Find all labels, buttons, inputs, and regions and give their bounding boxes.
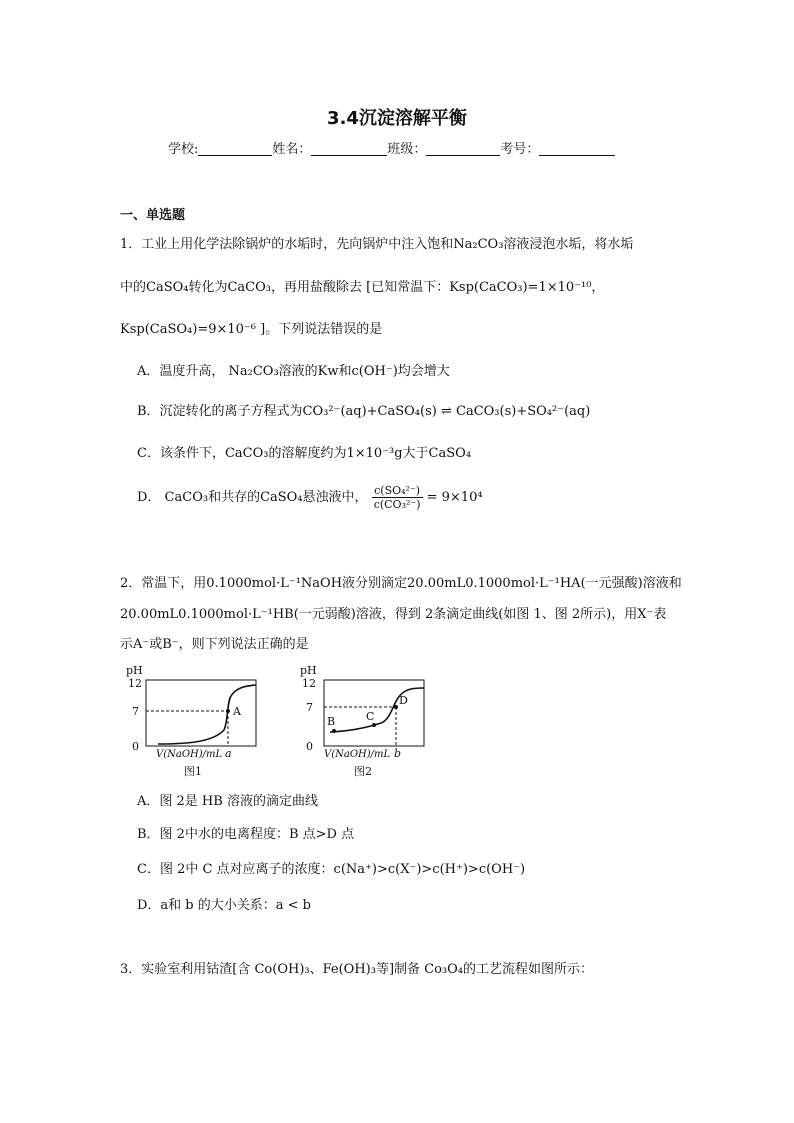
fig2-point-b-label: B [327, 715, 336, 728]
q1-d-fraction [372, 484, 423, 511]
figure-2-titration-curve [296, 660, 436, 782]
section-heading: 一、单选题 [120, 208, 186, 223]
page-title: 3.4沉淀溶解平衡 [327, 108, 467, 129]
fig1-xlabel: V(NaOH)/mL [156, 749, 223, 760]
fig2-y0: 0 [306, 740, 313, 753]
fig2-xmark: b [394, 747, 402, 760]
fig2-point-c-label: C [366, 710, 375, 723]
q2-option-d[interactable]: D．a和 b 的大小关系：a < b [137, 898, 311, 913]
fig2-xlabel: V(NaOH)/mL [324, 749, 391, 760]
fig1-curve [158, 685, 256, 744]
fig2-point-c-marker [372, 723, 376, 727]
fig1-y0: 0 [132, 740, 139, 753]
q1-option-b[interactable]: B．沉淀转化的离子方程式为CO₃²⁻(aq)+CaSO₄(s) ⇌ CaCO₃(s)+SO₄²⁻(aq) [137, 404, 591, 419]
fig1-caption: 图1 [184, 765, 202, 778]
q2-stem-line2: 20.00mL0.1000mol·L⁻¹HB(一元弱酸)溶液，得到 2条滴定曲线(如图 1、图 2所示)，用X⁻表 [120, 607, 667, 622]
name-label: 姓名： [272, 142, 312, 157]
fig2-point-d-label: D [399, 694, 408, 707]
school-blank[interactable] [198, 141, 272, 156]
q2-option-b[interactable]: B．图 2中水的电离程度：B 点>D 点 [137, 827, 355, 842]
q1-option-a[interactable]: A．温度升高， Na₂CO₃溶液的Kw和c(OH⁻)均会增大 [137, 364, 450, 379]
q2-option-a[interactable]: A．图 2是 HB 溶液的滴定曲线 [137, 794, 318, 809]
q1-d-denominator: c(CO₃²⁻) [373, 498, 421, 511]
fig1-y12: 12 [128, 677, 142, 690]
fig1-point-a-label: A [233, 705, 241, 718]
q1-d-numerator: c(SO₄²⁻) [372, 484, 423, 498]
fig2-curve [330, 688, 424, 732]
class-blank[interactable] [426, 141, 500, 156]
fig1-y7: 7 [132, 705, 139, 718]
fig2-caption: 图2 [354, 765, 372, 778]
school-label: 学校: [168, 142, 199, 157]
fig2-y12: 12 [302, 677, 316, 690]
q1-stem-line3: Ksp(CaSO₄)=9×10⁻⁶ ]。下列说法错误的是 [120, 322, 383, 337]
q1-d-prefix: D． CaCO₃和共存的CaSO₄悬浊液中， [137, 490, 368, 505]
fig2-ylabel: pH [300, 664, 317, 677]
q2-stem-line1: 2．常温下，用0.1000mol·L⁻¹NaOH液分别滴定20.00mL0.1000mol·L⁻¹HA(一元强酸)溶液和 [120, 576, 682, 591]
student-info-row [168, 138, 615, 157]
figure-1-titration-curve [118, 660, 268, 782]
fig2-y7: 7 [306, 701, 313, 714]
class-label: 班级： [387, 142, 427, 157]
fig1-xmark: a [225, 747, 232, 760]
name-blank[interactable] [311, 141, 387, 156]
q1-d-suffix: = 9×10⁴ [426, 490, 483, 505]
fig1-ylabel: pH [126, 664, 143, 677]
fig2-point-b-marker [332, 729, 336, 733]
q3-stem-line1: 3．实验室利用钴渣[含 Co(OH)₃、Fe(OH)₃等]制备 Co₃O₄的工艺流程如图所示： [120, 962, 594, 977]
q2-option-c[interactable]: C．图 2中 C 点对应离子的浓度：c(Na⁺)>c(X⁻)>c(H⁺)>c(OH⁻) [137, 862, 526, 877]
number-blank[interactable] [539, 141, 615, 156]
fig2-point-d-marker [394, 705, 398, 709]
fig1-point-a-marker [226, 709, 230, 713]
q1-stem-line2: 中的CaSO₄转化为CaCO₃，再用盐酸除去 [已知常温下：Ksp(CaCO₃)=1×10⁻¹⁰， [120, 280, 605, 295]
q1-option-c[interactable]: C．该条件下，CaCO₃的溶解度约为1×10⁻³g大于CaSO₄ [137, 446, 472, 461]
number-label: 考号： [500, 142, 540, 157]
q2-stem-line3: 示A⁻或B⁻，则下列说法正确的是 [120, 637, 309, 652]
q1-option-d[interactable] [137, 484, 483, 511]
q1-stem-line1: 1．工业上用化学法除锅炉的水垢时，先向锅炉中注入饱和Na₂CO₃溶液浸泡水垢，将水垢 [120, 237, 634, 252]
